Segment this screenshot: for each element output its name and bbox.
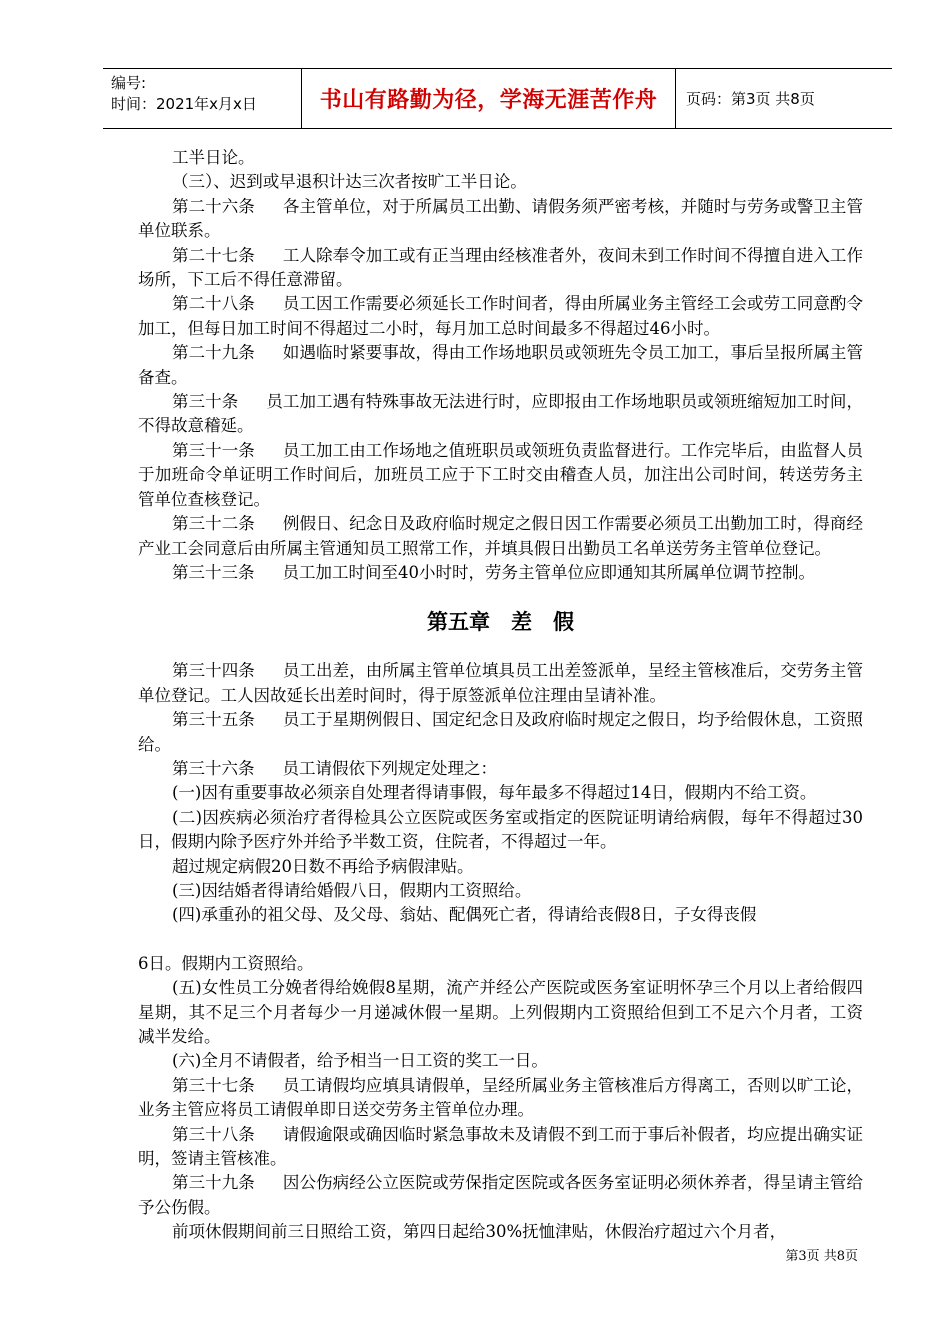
paragraph-text: 工半日论。 [172,148,255,167]
article-paragraph [138,1171,863,1220]
paragraph-text: 员工因工作需要必须延长工作时间者，得由所属业务主管经工会或劳工同意酌令加工，但每日加工时间不得超过二小时，每月加工总时间最多不得超过46小时。 [138,294,864,338]
article-number: 第三十二条 [172,514,255,534]
article-number: 第二十八条 [172,294,255,314]
paragraph-text: （三）、迟到或早退积计达三次者按旷工半日论。 [172,172,527,192]
paragraph-text: 员工出差，由所属主管单位填具员工出差签派单，呈经主管核准后，交劳务主管单位登记。工人因故延长出差时间时，得于原签派单位注理由呈请补准。 [138,661,864,705]
paragraph-text: 工人除奉令加工或有正当理由经核准者外，夜间未到工作时间不得擅自进入工作场所，下工后不得任意滞留。 [138,245,864,290]
paragraph-text: (五)女性员工分娩者得给娩假8星期，流产并经公产医院或医务室证明怀孕三个月以上者给假四星期，其不足三个月者每少一月递减休假一星期。上列假期内工资照给但到工不足六个月者，工资减半发给。 [138,978,863,1046]
paragraph-text: 因公伤病经公立医院或劳保指定医院或各医务室证明必须休养者，得呈请主管给予公伤假。 [138,1173,864,1217]
paragraph [138,806,863,855]
article-number: 第三十三条 [172,562,255,582]
article-paragraph [138,708,863,757]
paragraph-text: 员工加工时间至40小时时，劳务主管单位应即通知其所属单位调节控制。 [282,562,815,582]
article-number: 第三十四条 [172,661,255,681]
header-motto: 书山有路勤为径，学海无涯苦作舟 [302,69,676,128]
article-paragraph [138,439,863,512]
article-paragraph [138,341,863,390]
article-number: 第三十九条 [172,1173,255,1193]
article-number: 第三十条 [172,392,239,412]
article-number: 第二十九条 [172,343,255,363]
document-body [138,146,863,1245]
header-page-info: 页码：第3页 共8页 [686,90,815,108]
paragraph [138,1220,863,1244]
article-paragraph [138,659,863,708]
paragraph [138,170,863,194]
article-paragraph [138,390,863,439]
article-paragraph [138,757,863,781]
paragraph-text: 员工请假均应填具请假单，呈经所属业务主管核准后方得离工，否则以旷工论，业务主管应将员工请假单即日送交劳务主管单位办理。 [138,1075,864,1120]
paragraph-gap [138,928,863,952]
article-paragraph [138,1074,863,1123]
paragraph [138,903,863,927]
paragraph-text: 6日。假期内工资照给。 [138,953,314,973]
section-leave-continued [138,952,863,1245]
paragraph-text: 例假日、纪念日及政府临时规定之假日因工作需要必须员工出勤加工时，得商经产业工会同意后由所属主管通知员工照常工作，并填具假日出勤员工名单送劳务主管单位登记。 [138,514,864,558]
paragraph-text: 如遇临时紧要事故，得由工作场地职员或领班先令员工加工，事后呈报所属主管备查。 [138,343,864,387]
paragraph-text: (四)承重孙的祖父母、及父母、翁姑、配偶死亡者，得请给丧假8日，子女得丧假 [172,905,757,925]
paragraph-text: (一)因有重要事故必须亲自处理者得请事假，每年最多不得超过14日，假期内不给工资。 [172,783,817,803]
article-paragraph [138,1123,863,1172]
document-number-label: 编号: [111,74,147,92]
paragraph-text: 前项休假期间前三日照给工资，第四日起给30%抚恤津贴，休假治疗超过六个月者， [172,1222,787,1242]
paragraph-text: 员工加工遇有特殊事故无法进行时，应即报由工作场地职员或领班缩短加工时间，不得故意稽延。 [138,392,864,436]
page-header [103,68,892,129]
article-paragraph [138,195,863,244]
paragraph [138,1049,863,1073]
paragraph-text: 超过规定病假20日数不再给予病假津贴。 [172,856,474,876]
article-number: 第三十五条 [172,710,255,730]
article-paragraph [138,244,863,293]
article-number: 第二十六条 [172,196,255,216]
paragraph-text: 请假逾限或确因临时紧急事故未及请假不到工而于事后补假者，均应提出确实证明，签请主管核准。 [138,1124,864,1169]
article-paragraph [138,292,863,341]
paragraph-text: (六)全月不请假者，给予相当一日工资的奖工一日。 [172,1051,548,1071]
article-paragraph [138,512,863,561]
paragraph [138,952,863,976]
article-paragraph [138,561,863,585]
article-number: 第三十六条 [172,758,255,778]
paragraph-text: 员工加工由工作场地之值班职员或领班负责监督进行。工作完毕后，由监督人员于加班命令单证明工作时间后，加班员工应于下工时交由稽查人员，加注出公司时间，转送劳务主管单位查核登记。 [138,440,864,509]
article-number: 第二十七条 [172,245,255,265]
paragraph [138,146,863,170]
paragraph-text: (二)因疾病必须治疗者得检具公立医院或医务室或指定的医院证明请给病假，每年不得超过30日，假期内除予医疗外并给予半数工资，住院者，不得超过一年。 [138,807,863,852]
section-overtime [138,146,863,585]
document-time-label: 时间：2021年x月x日 [111,95,257,113]
paragraph [138,976,863,1049]
article-number: 第三十八条 [172,1124,255,1144]
paragraph [138,781,863,805]
article-number: 第三十一条 [172,440,255,460]
article-number: 第三十七条 [172,1075,255,1095]
paragraph [138,879,863,903]
paragraph-text: (三)因结婚者得请给婚假八日，假期内工资照给。 [172,880,532,900]
header-meta [103,69,302,128]
chapter-title: 第五章 差 假 [427,610,574,635]
paragraph-text: 员工于星期例假日、国定纪念日及政府临时规定之假日，均予给假休息，工资照给。 [138,710,864,754]
paragraph [138,855,863,879]
page-footer: 第3页 共8页 [785,1249,858,1264]
section-leave [138,659,863,927]
paragraph-text: 各主管单位，对于所属员工出勤、请假务须严密考核，并随时与劳务或警卫主管单位联系。 [138,196,864,241]
paragraph-text: 员工请假依下列规定处理之： [282,758,497,778]
